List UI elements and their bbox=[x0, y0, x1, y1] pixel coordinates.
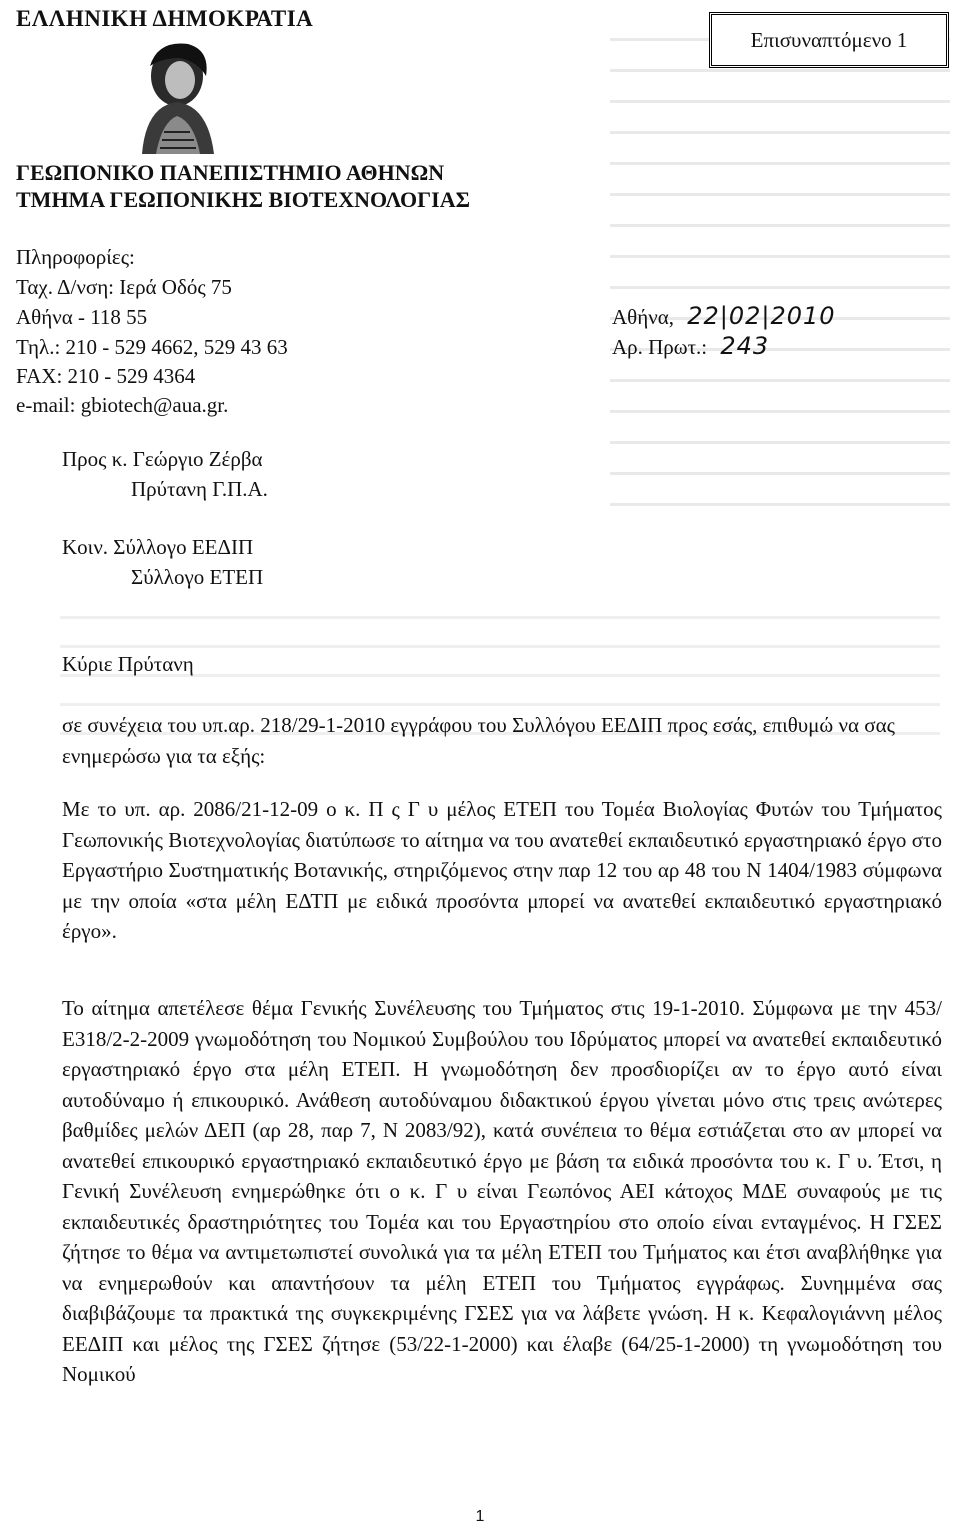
page-number: 1 bbox=[475, 1508, 485, 1525]
place-label: Αθήνα, bbox=[612, 305, 674, 329]
university-heading: ΓΕΩΠΟΝΙΚΟ ΠΑΝΕΠΙΣΤΗΜΙΟ ΑΘΗΝΩΝ bbox=[16, 160, 445, 185]
body-paragraph-1: Με το υπ. αρ. 2086/21-12-09 ο κ. Π ς Γ υ μέλος ΕΤΕΠ του Τομέα Βιολογίας Φυτών του Τμήματος Γεωπονικής Βιοτεχνολογίας διατύπωσε το αίτημα να του ανατεθεί εκπαιδευτικό εργαστηριακό έργο στο Εργαστήριο Συστηματικής Βοτανικής, στηριζόμενος στην παρ 12 του αρ 48 του Ν 1404/1983 σύμφωνα με την οποία «στα μέλη ΕΔΤΠ με ειδικά προσόντα μπορεί να ανατεθεί εκπαιδευτικό εργαστηριακό έργο». bbox=[62, 797, 942, 943]
email-line: e-mail: gbiotech@aua.gr. bbox=[16, 393, 229, 417]
handwritten-date: 22|02|2010 bbox=[687, 302, 836, 330]
protocol-label: Αρ. Πρωτ.: bbox=[612, 335, 708, 359]
body-paragraph-2: Το αίτημα απετέλεσε θέμα Γενικής Συνέλευσης του Τμήματος στις 19-1-2010. Σύμφωνα με την 453/Ε318/2-2-2009 γνωμοδότηση του Νομικού Συμβούλου του Ιδρύματος μπορεί να ανατεθεί εκπαιδευτικό εργαστηριακό έργο στα μέλη ΕΤΕΠ. Η γνωμοδότηση δεν προσδιορίζει αν το έργο αυτό είναι αυτοδύναμο ή επικουρικό. Ανάθεση αυτοδύναμου διδακτικού έργου γίνεται μόνο στις τρεις ανώτερες βαθμίδες μελών ΔΕΠ (αρ 28, παρ 7, Ν 2083/92), κατά συνέπεια το θέμα εστιάζεται στο αν μπορεί να ανατεθεί επικουρικό εργαστηριακό εκπαιδευτικό έργο με βάση τα ειδικά προσόντα του κ. Γ υ. Έτσι, η Γενική Συνέλευση ενημερώθηκε ότι ο κ. Γ υ είναι Γεωπόνος ΑΕΙ κάτοχος ΜΔΕ συναφούς με τις εκπαιδευτικές δραστηριότητες του Τομέα και του Εργαστηρίου στο οποίο είναι ενταγμένος. Η ΓΣΕΣ ζήτησε το θέμα να αντιμετωπιστεί συνολικά για τα μέλη ΕΤΕΠ του Τμήματος και έτσι αναβλήθηκε για να ενημερωθούν και απαντήσουν τα μέλη ΕΤΕΠ του Τμήματος εγγράφως. Συνημμένα σας διαβιβάζουμε τα πρακτικά της συγκεκριμένης ΓΣΕΣ για να λάβετε γνώση. Η κ. Κεφαλογιάννη μέλος ΕΕΔΙΠ και μέλος της ΓΣΕΣ ζήτησε (53/22-1-2000) και έλαβε (64/25-1-2000) τη γνωμοδότηση του Νομικού bbox=[62, 996, 942, 1386]
attachment-label bbox=[709, 12, 949, 68]
protocol-line bbox=[612, 332, 769, 360]
attachment-label-text: Επισυναπτόμενο 1 bbox=[750, 27, 908, 52]
address-line: Ταχ. Δ/νση: Ιερά Οδός 75 bbox=[16, 275, 232, 299]
info-label: Πληροφορίες: bbox=[16, 245, 135, 269]
phone-line: Τηλ.: 210 - 529 4662, 529 43 63 bbox=[16, 335, 288, 359]
department-heading: ΤΜΗΜΑ ΓΕΩΠΟΝΙΚΗΣ ΒΙΟΤΕΧΝΟΛΟΓΙΑΣ bbox=[16, 187, 470, 212]
athena-seal-icon bbox=[128, 36, 226, 154]
date-line bbox=[612, 302, 836, 330]
city-line: Αθήνα - 118 55 bbox=[16, 305, 148, 329]
fax-line: FAX: 210 - 529 4364 bbox=[16, 364, 196, 388]
recipient-line-2: Πρύτανη Γ.Π.Α. bbox=[131, 477, 268, 501]
cc-line-2: Σύλλογο ΕΤΕΠ bbox=[131, 565, 264, 589]
intro-paragraph: σε συνέχεια του υπ.αρ. 218/29-1-2010 εγγράφου του Συλλόγου ΕΕΔΙΠ προς εσάς, επιθυμώ να σας ενημερώσω για τα εξής: bbox=[62, 713, 895, 768]
handwritten-protocol-number: 243 bbox=[720, 332, 770, 360]
salutation: Κύριε Πρύτανη bbox=[62, 652, 194, 676]
scan-bleed-through bbox=[610, 10, 950, 534]
cc-line-1: Κοιν. Σύλλογο ΕΕΔΙΠ bbox=[62, 535, 254, 559]
recipient-line-1: Προς κ. Γεώργιο Ζέρβα bbox=[62, 447, 263, 471]
republic-heading: ΕΛΛΗΝΙΚΗ ΔΗΜΟΚΡΑΤΙΑ bbox=[16, 6, 314, 31]
